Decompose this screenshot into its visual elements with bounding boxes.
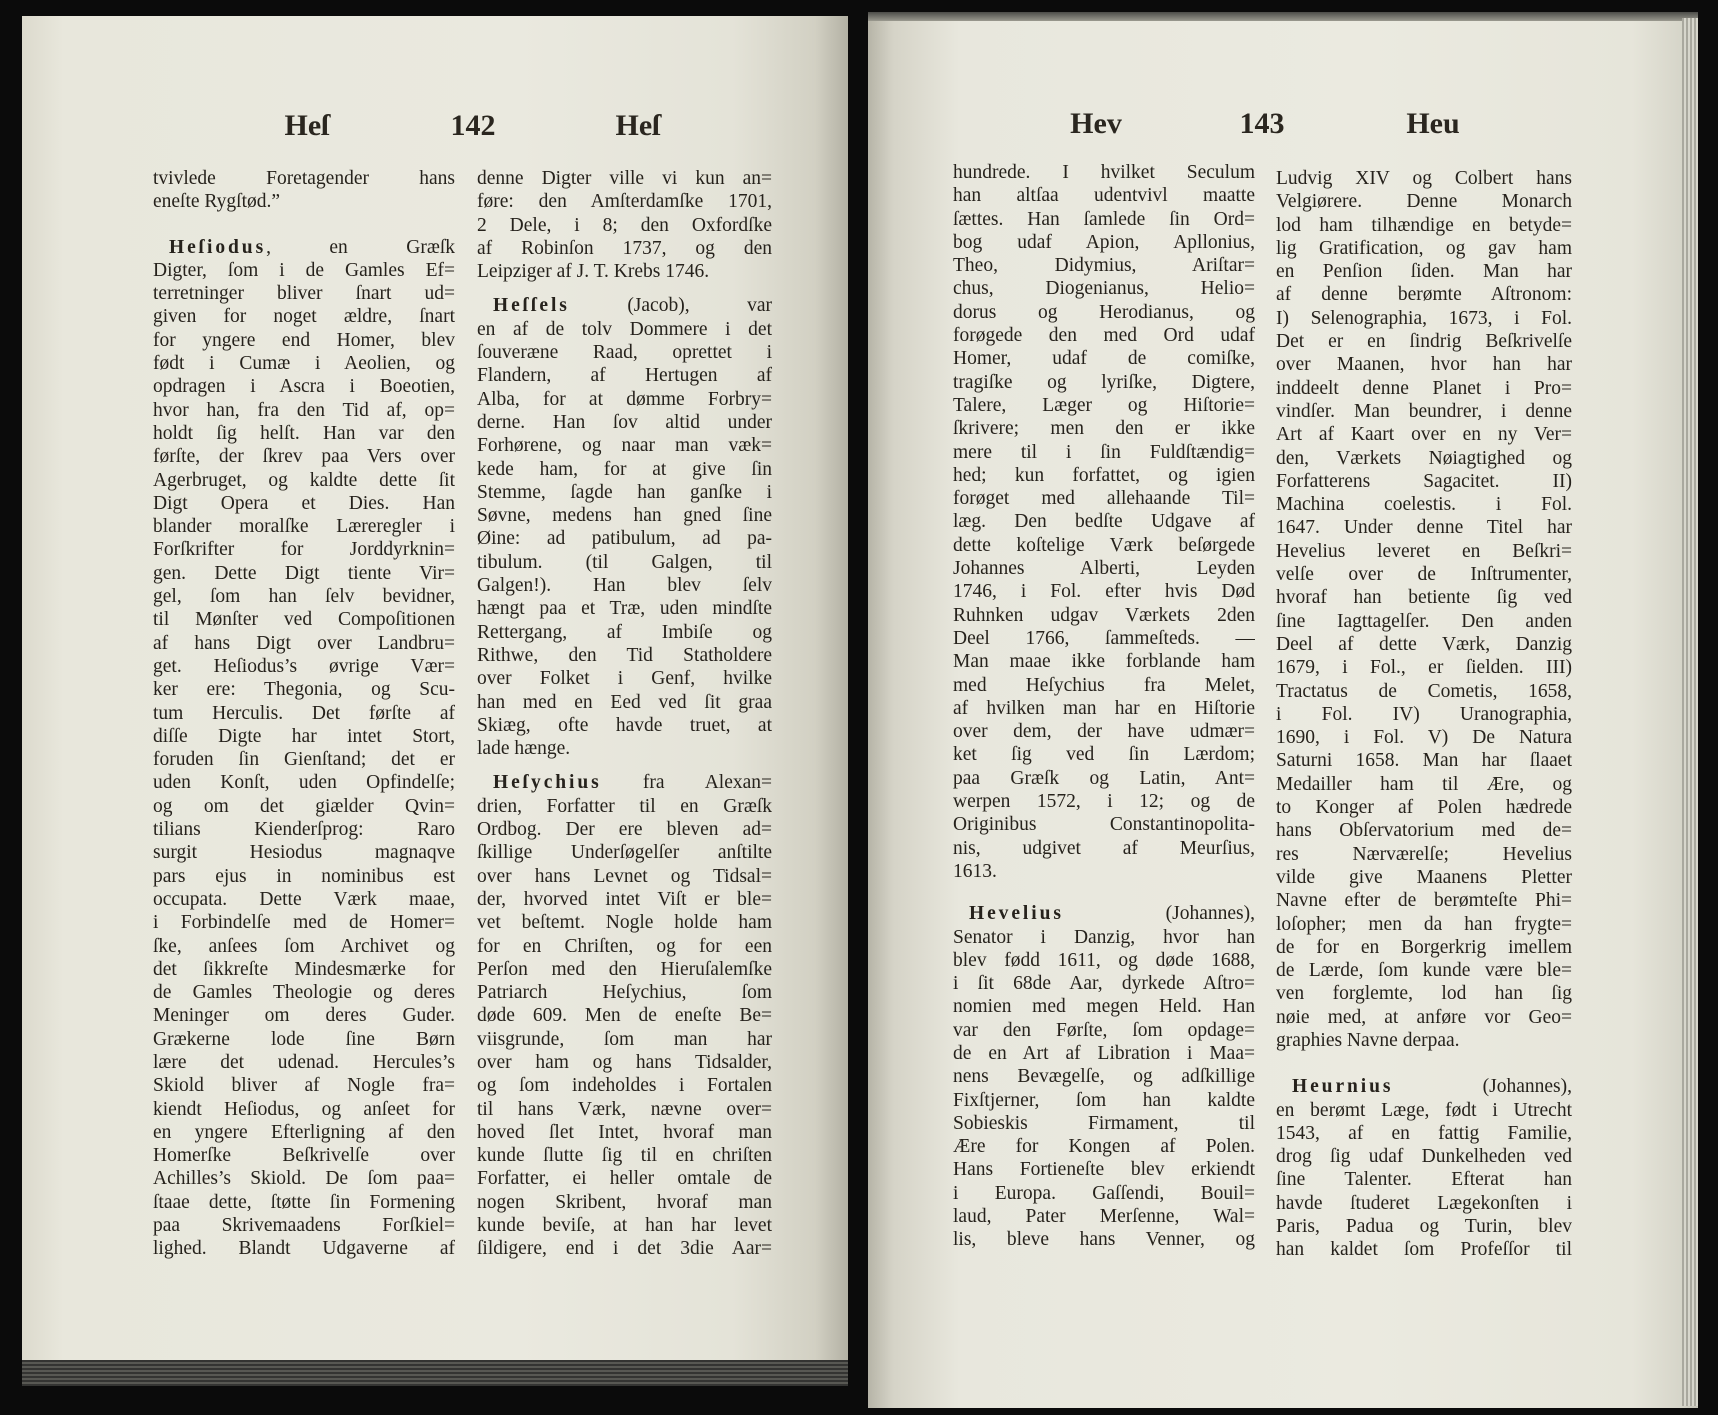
text-line: gel, ſom han ſelv bevidner, [153, 586, 455, 608]
text-line: over ham og hans Tidsalder, [477, 1051, 772, 1073]
text-line: Perſon med den Hieruſalemſke [477, 958, 772, 980]
text-line: derne. Han ſov altid under [477, 411, 772, 433]
text-line: Hevelius leveret en Beſkri= [1276, 540, 1572, 562]
text-line: i Forbindelſe med de Homer= [153, 912, 455, 934]
text-line: over Maanen, hvor han har [1276, 354, 1572, 376]
text-line: af denne berømte Aſtronom: [1276, 284, 1572, 306]
text-line: de for en Borgerkrig imellem [1276, 936, 1572, 958]
text-line: Galgen!). Han blev ſelv [477, 575, 772, 597]
text-line: kunde beviſe, at han har levet [477, 1215, 772, 1237]
entry-headword-rest: (Johannes), [1063, 903, 1255, 925]
text-line: hængt paa et Træ, uden mindſte [477, 598, 772, 620]
text-line: over hans Levnet og Tidsal= [477, 865, 772, 887]
text-line: Meninger om deres Guder. [153, 1005, 455, 1027]
page-number: 142 [450, 109, 496, 142]
entry-headword-rest: fra Alexan= [601, 772, 772, 794]
text-line: Digter, ſom i de Gamles Ef= [153, 259, 455, 281]
text-line: af Robinſon 1737, og den [477, 237, 772, 259]
text-line: 1613. [953, 860, 997, 882]
text-line: for en Chriſten, og for een [477, 935, 772, 957]
text-line: læg. Den bedſte Udgave af [953, 511, 1255, 533]
entry-headword-rest: (Johannes), [1393, 1076, 1572, 1098]
text-line: førſte, der ſkrev paa Vers over [153, 446, 455, 468]
text-line: tragiſke og lyriſke, Digtere, [953, 371, 1255, 393]
text-line: kunde ſlutte ſig til en chriſten [477, 1145, 772, 1167]
text-line: Søvne, medens han gned ſine [477, 505, 772, 527]
dictionary-entry [1276, 1075, 1572, 1261]
text-line: nogen Skribent, hvoraf man [477, 1191, 772, 1213]
text-line: ſke, anſees ſom Archivet og [153, 935, 455, 957]
text-line: paa Græſk og Latin, Ant= [953, 767, 1255, 789]
text-line: opdragen i Ascra i Boeotien, [153, 376, 455, 398]
text-line: drog ſig udaf Dunkelheden ved [1276, 1146, 1572, 1168]
text-line: ſkrivere; men den er ikke [953, 418, 1255, 440]
text-column [477, 167, 772, 1261]
entry-headword: Heurnius [1292, 1076, 1394, 1098]
text-line: og ſom indeholdes i Fortalen [477, 1075, 772, 1097]
text-line: ſine Talenter. Efterat han [1276, 1169, 1572, 1191]
text-line: nens Bevægelſe, og adſkillige [953, 1066, 1255, 1088]
text-line: forøgede den med Ord udaf [953, 325, 1255, 347]
text-line: Hans Fortieneſte blev erkiendt [953, 1159, 1255, 1181]
continued-paragraph [153, 167, 455, 214]
text-line: res Nærværelſe; Hevelius [1276, 843, 1572, 865]
text-line: 1746, i Fol. efter hvis Død [953, 581, 1255, 603]
page-top-edge [868, 12, 1698, 21]
page-stack-edge [1682, 18, 1698, 1406]
entry-headword: Heſſels [493, 295, 570, 317]
text-line: Theo, Didymius, Ariſtar= [953, 255, 1255, 277]
text-line: dorus og Herodianus, og [953, 301, 1255, 323]
text-line: blander moralſke Læreregler i [153, 516, 455, 538]
text-column [953, 161, 1255, 1252]
text-line: den, Værkets Nøiagtighed og [1276, 447, 1572, 469]
text-line: diſſe Digte har intet Stort, [153, 725, 455, 747]
text-line: ker ere: Thegonia, og Scu- [153, 679, 455, 701]
text-line: Sobieskis Firmament, til [953, 1112, 1255, 1134]
text-line: i Europa. Gaſſendi, Bouil= [953, 1182, 1255, 1204]
text-line: født i Cumæ i Aeolien, og [153, 353, 455, 375]
text-line: Patriarch Heſychius, ſom [477, 982, 772, 1004]
text-line: ſildigere, end i det 3die Aar= [477, 1238, 772, 1260]
text-line: Paris, Padua og Turin, blev [1276, 1216, 1572, 1238]
running-head-left: Heſ [284, 109, 330, 142]
text-line: get. Heſiodus’s øvrige Vær= [153, 655, 455, 677]
text-line: nøie med, at anføre vor Geo= [1276, 1006, 1572, 1028]
text-line: viisgrunde, ſom man har [477, 1028, 772, 1050]
text-line: blev fødd 1611, og døde 1688, [953, 949, 1255, 971]
text-line: af hans Digt over Landbru= [153, 632, 455, 654]
text-line: han med en Eed ved ſit graa [477, 691, 772, 713]
text-line: Art af Kaart over en ny Ver= [1276, 424, 1572, 446]
text-line: hvor han, fra den Tid af, op= [153, 399, 455, 421]
text-line: Fixſtjerner, ſom han kaldte [953, 1089, 1255, 1111]
text-line: Forfatter, ei heller omtale de [477, 1168, 772, 1190]
text-line: foruden ſin Gienſtand; det er [153, 749, 455, 771]
dictionary-entry [153, 236, 455, 1261]
text-line: hoved ſlet Intet, hvoraf man [477, 1121, 772, 1143]
text-line: vilde give Maanens Pletter [1276, 866, 1572, 888]
text-line: 1679, i Fol., er ſielden. III) [1276, 657, 1572, 679]
text-line: dette koſtelige Værk beſørgede [953, 534, 1255, 556]
text-line: af hvilken man har en Hiſtorie [953, 697, 1255, 719]
text-line: Agerbruget, og kaldte dette ſit [153, 469, 455, 491]
entry-headword-rest: , en Græſk [266, 236, 455, 258]
text-line: ſine Iagttagelſer. Den anden [1276, 610, 1572, 632]
text-line: surgit Hesiodus magnaqve [153, 842, 455, 864]
text-line: 2 Dele, i 8; den Oxfordſke [477, 214, 772, 236]
text-line [1276, 1075, 1572, 1098]
text-line: Ordbog. Der ere bleven ad= [477, 819, 772, 841]
text-line: terretninger bliver ſnart ud= [153, 283, 455, 305]
text-line [477, 294, 772, 317]
text-line: Ruhnken udgav Værkets 2den [953, 604, 1255, 626]
text-line: i ſit 68de Aar, dyrkede Aſtro= [953, 973, 1255, 995]
text-line: en berømt Læge, født i Utrecht [1276, 1099, 1572, 1121]
text-line: loſopher; men da han frygte= [1276, 913, 1572, 935]
text-line: 1690, i Fol. V) De Natura [1276, 727, 1572, 749]
text-line: kiendt Heſiodus, og anſeet for [153, 1098, 455, 1120]
text-line: nomien med megen Held. Han [953, 996, 1255, 1018]
text-line: I) Selenographia, 1673, i Fol. [1276, 307, 1572, 329]
entry-headword-rest: (Jacob), var [569, 295, 772, 317]
text-line: hundrede. I hvilket Seculum [953, 162, 1255, 183]
text-line: ket ſig ved ſin Lærdom; [953, 744, 1255, 766]
text-line: der, hvorved intet Viſt er ble= [477, 888, 772, 910]
dictionary-entry [953, 902, 1255, 1251]
text-line: hvoraf han betiente ſig ved [1276, 587, 1572, 609]
text-line: vet beſtemt. Nogle holde ham [477, 912, 772, 934]
text-line: occupata. Dette Værk maae, [153, 888, 455, 910]
text-line: ſouveræne Raad, oprettet i [477, 342, 772, 364]
text-line: de Gamles Theologie og deres [153, 982, 455, 1004]
text-line: havde ſtuderet Lægekonſten i [1276, 1192, 1572, 1214]
text-line: tvivlede Foretagender hans [153, 168, 455, 189]
text-line: chus, Diogenianus, Helio= [953, 278, 1255, 300]
text-line: 1647. Under denne Titel har [1276, 517, 1572, 539]
text-line [953, 902, 1255, 925]
text-line: Rithwe, den Tid Statholdere [477, 644, 772, 666]
text-line: Digt Opera et Dies. Han [153, 492, 455, 514]
text-line: føre: den Amſterdamſke 1701, [477, 191, 772, 213]
running-head-right: Heu [1406, 107, 1460, 140]
text-line: ven forglemte, lod han ſig [1276, 983, 1572, 1005]
text-line: nis, udgivet af Meurſius, [953, 837, 1255, 859]
text-line: given for noget ældre, ſnart [153, 306, 455, 328]
text-line: en Penſion ſiden. Man har [1276, 261, 1572, 283]
text-line: tum Herculis. Det førſte af [153, 702, 455, 724]
text-line: Stemme, ſagde han ganſke i [477, 481, 772, 503]
text-line: Grækerne lode ſine Børn [153, 1028, 455, 1050]
text-line: to Konger af Polen hædrede [1276, 797, 1572, 819]
text-line: gen. Dette Digt tiente Vir= [153, 562, 455, 584]
text-line: mere til i ſin Fuldſtændig= [953, 441, 1255, 463]
text-line: holdt ſig helſt. Han var den [153, 422, 455, 444]
text-line: forøget med allehaande Til= [953, 488, 1255, 510]
entry-headword: Hevelius [969, 903, 1064, 925]
text-line: Talere, Læger og Hiſtorie= [953, 394, 1255, 416]
text-line: en af de tolv Dommere i det [477, 318, 772, 340]
running-head-right: Heſ [615, 109, 661, 142]
text-line: tilians Kienderſprog: Raro [153, 819, 455, 841]
text-line: hans Obſervatorium med de= [1276, 820, 1572, 842]
running-head-left: Hev [1070, 107, 1122, 140]
text-line: Velgiørere. Denne Monarch [1276, 191, 1572, 213]
text-line: lis, bleve hans Venner, og [953, 1229, 1255, 1251]
text-line: til Mønſter ved Compoſitionen [153, 609, 455, 631]
text-line: laud, Pater Merſenne, Wal= [953, 1206, 1255, 1228]
text-line: hed; kun forfattet, og igien [953, 464, 1255, 486]
text-line: eneſte Rygſtød.” [153, 191, 281, 213]
dictionary-entry [477, 771, 772, 1260]
dictionary-entry [477, 294, 772, 760]
text-line: Leipziger af J. T. Krebs 1746. [477, 261, 710, 283]
text-line: de en Art af Libration i Maa= [953, 1042, 1255, 1064]
text-line: bog udaf Apion, Apllonius, [953, 231, 1255, 253]
text-line: Deel 1766, ſammeſteds. — [953, 627, 1255, 649]
text-line: ſættes. Han ſamlede ſin Ord= [953, 208, 1255, 230]
text-line: ſkillige Underſøgelſer anſtilte [477, 842, 772, 864]
text-line: lade hænge. [477, 738, 571, 760]
text-line: var den Førſte, ſom opdage= [953, 1019, 1255, 1041]
text-line: over Folket i Genf, hvilke [477, 668, 772, 690]
page-number: 143 [1239, 107, 1285, 140]
text-line: Tractatus de Cometis, 1658, [1276, 680, 1572, 702]
text-line [477, 771, 772, 794]
text-line: i Fol. IV) Uranographia, [1276, 703, 1572, 725]
text-line: vindſer. Man beundrer, i denne [1276, 400, 1572, 422]
continued-paragraph [1276, 167, 1572, 1052]
text-line: denne Digter ville vi kun an= [477, 168, 772, 189]
text-line: drien, Forfatter til en Græſk [477, 795, 772, 817]
text-column [1276, 167, 1572, 1262]
text-line: Alba, for at dømme Forbry= [477, 388, 772, 410]
text-line: Ludvig XIV og Colbert hans [1276, 168, 1572, 189]
page-stack-edge [22, 1360, 848, 1386]
entry-headword: Heſychius [493, 772, 602, 794]
text-line: de Lærde, ſom kunde være ble= [1276, 960, 1572, 982]
text-line: over dem, der have udmær= [953, 721, 1255, 743]
continued-paragraph [953, 161, 1255, 883]
text-line: 1543, af en fattig Familie, [1276, 1122, 1572, 1144]
text-line: pars ejus in nominibus est [153, 865, 455, 887]
text-line: Skiold bliver af Nogle fra= [153, 1075, 455, 1097]
text-line: uden Konſt, uden Opfindelſe; [153, 772, 455, 794]
text-line: Saturni 1658. Man har ſlaaet [1276, 750, 1572, 772]
text-line: Machina coelestis. i Fol. [1276, 494, 1572, 516]
text-line: Homerſke Beſkrivelſe over [153, 1145, 455, 1167]
text-line: Flandern, af Hertugen af [477, 365, 772, 387]
text-line [153, 236, 455, 259]
text-line: Navne efter de berømteſte Phi= [1276, 890, 1572, 912]
continued-paragraph [477, 167, 772, 283]
text-line: lig Gratification, og gav ham [1276, 237, 1572, 259]
text-line: graphies Navne derpaa. [1276, 1029, 1460, 1051]
text-line: Deel af dette Værk, Danzig [1276, 633, 1572, 655]
text-line: med Heſychius fra Melet, [953, 674, 1255, 696]
text-line: velſe over de Inſtrumenter, [1276, 564, 1572, 586]
text-line: Man maae ikke forblande ham [953, 651, 1255, 673]
text-line: tibulum. (til Galgen, til [477, 551, 772, 573]
text-line: Senator i Danzig, hvor han [953, 926, 1255, 948]
text-line: ſtaae dette, ſtøtte ſin Formening [153, 1191, 455, 1213]
text-line: Det er en ſindrig Beſkrivelſe [1276, 331, 1572, 353]
text-line: kede ham, for at give ſin [477, 458, 772, 480]
text-line: Øine: ad patibulum, ad pa- [477, 528, 772, 550]
text-line: werpen 1572, i 12; og de [953, 791, 1255, 813]
text-line: Homer, udaf de comiſke, [953, 348, 1255, 370]
text-line: Originibus Constantinopolita- [953, 814, 1255, 836]
text-line: Ære for Kongen af Polen. [953, 1136, 1255, 1158]
text-line: og om det giælder Qvin= [153, 795, 455, 817]
text-line: for yngere end Homer, blev [153, 329, 455, 351]
text-line: Medailler ham til Ære, og [1276, 773, 1572, 795]
text-line: Forhørene, og naar man væk= [477, 435, 772, 457]
text-line: døde 609. Men de eneſte Be= [477, 1005, 772, 1027]
text-line: lighed. Blandt Udgaverne af [153, 1238, 455, 1260]
text-line: lære det udenad. Hercules’s [153, 1051, 455, 1073]
text-line: inddeelt denne Planet i Pro= [1276, 377, 1572, 399]
text-line: Rettergang, af Imbiſe og [477, 621, 772, 643]
text-line: Skiæg, ofte havde truet, at [477, 714, 772, 736]
text-line: Forſkrifter for Jorddyrknin= [153, 539, 455, 561]
text-line: det ſikkreſte Mindesmærke for [153, 958, 455, 980]
text-line: Forfatterens Sagacitet. II) [1276, 470, 1572, 492]
text-line: han kaldet ſom Profeſſor til [1276, 1239, 1572, 1261]
text-line: paa Skrivemaadens Forſkiel= [153, 1215, 455, 1237]
text-line: han altſaa udentvivl maatte [953, 185, 1255, 207]
entry-headword: Heſiodus [169, 236, 267, 258]
text-column [153, 167, 455, 1261]
text-line: Achilles’s Skiold. De ſom paa= [153, 1168, 455, 1190]
text-line: en yngere Efterligning af den [153, 1121, 455, 1143]
text-line: Johannes Alberti, Leyden [953, 558, 1255, 580]
text-line: lod ham tilhændige en betyde= [1276, 214, 1572, 236]
text-line: til hans Værk, nævne over= [477, 1098, 772, 1120]
